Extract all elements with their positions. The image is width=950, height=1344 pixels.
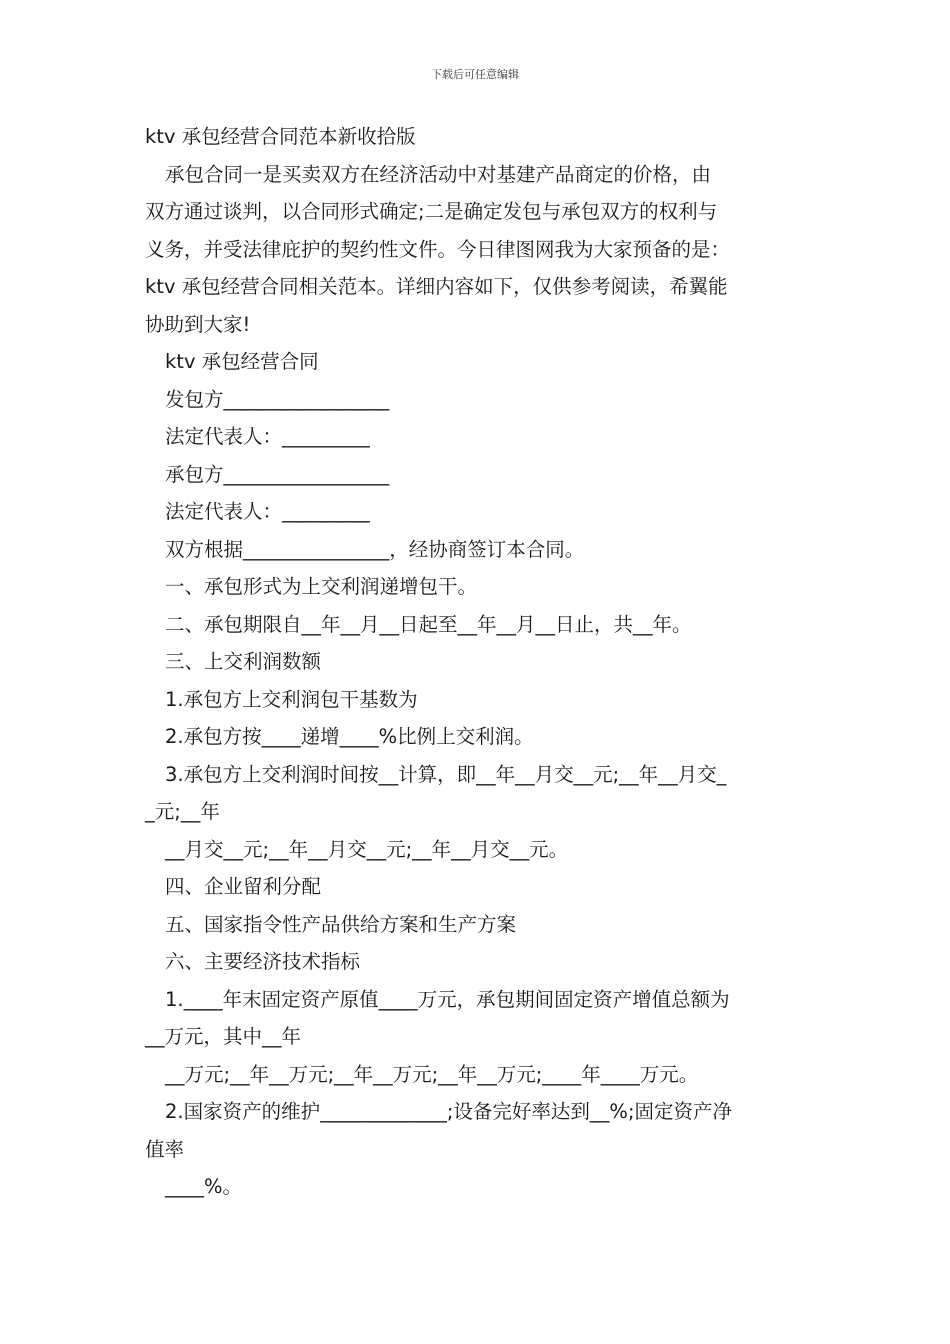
contract-line: 一、承包形式为上交利润递增包干。 (165, 575, 478, 598)
contract-line: 三、上交利润数额 (165, 650, 322, 673)
intro-line: 双方通过谈判，以合同形式确定;二是确定发包与承包双方的权利与 (145, 200, 718, 223)
contract-line: ____%。 (165, 1175, 243, 1198)
contract-line: 3.承包方上交利润时间按__计算，即__年__月交__元;__年__月交_ (165, 762, 727, 786)
intro-line: ktv 承包经营合同相关范本。详细内容如下，仅供参考阅读，希翼能 (145, 275, 728, 298)
contract-line: _元;__年 (145, 800, 220, 823)
intro-paragraph (145, 156, 815, 344)
contract-line: 法定代表人：_________ (165, 425, 370, 448)
intro-line: 承包合同一是买卖双方在经济活动中对基建产品商定的价格，由 (165, 162, 712, 186)
document-title: ktv 承包经营合同范本新收拾版 (145, 125, 416, 148)
contract-line: 2.国家资产的维护_____________;设备完好率达到__%;固定资产净 (165, 1100, 733, 1123)
contract-line: 2.承包方按____递增____%比例上交利润。 (165, 725, 534, 748)
intro-line: 义务，并受法律庇护的契约性文件。今日律图网我为大家预备的是： (145, 237, 731, 261)
contract-line: ktv 承包经营合同 (165, 350, 319, 373)
contract-line: 1.承包方上交利润包干基数为 (165, 687, 418, 711)
contract-line: 承包方_________________ (165, 462, 390, 486)
document-body (145, 118, 815, 1206)
contract-lines (145, 343, 815, 1206)
contract-line: 四、企业留利分配 (165, 875, 322, 898)
contract-line: 法定代表人：_________ (165, 500, 370, 523)
page-header-note: 下载后可任意编辑 (431, 68, 519, 81)
contract-line: 1.____年末固定资产原值____万元，承包期间固定资产增值总额为 (165, 987, 730, 1011)
contract-line: __万元;__年__万元;__年__万元;__年__万元;____年____万元。 (165, 1062, 699, 1086)
contract-line: 双方根据_______________，经协商签订本合同。 (165, 537, 585, 561)
contract-line: 发包方_________________ (165, 387, 390, 411)
contract-line: __月交__元;__年__月交__元;__年__月交__元。 (165, 837, 569, 861)
contract-line: 值率 (145, 1137, 185, 1161)
contract-line: 五、国家指令性产品供给方案和生产方案 (165, 912, 517, 936)
intro-line: 协助到大家! (145, 312, 251, 336)
contract-line: 二、承包期限自__年__月__日起至__年__月__日止，共__年。 (165, 612, 692, 636)
contract-line: __万元，其中__年 (145, 1025, 302, 1048)
contract-line: 六、主要经济技术指标 (165, 950, 361, 973)
